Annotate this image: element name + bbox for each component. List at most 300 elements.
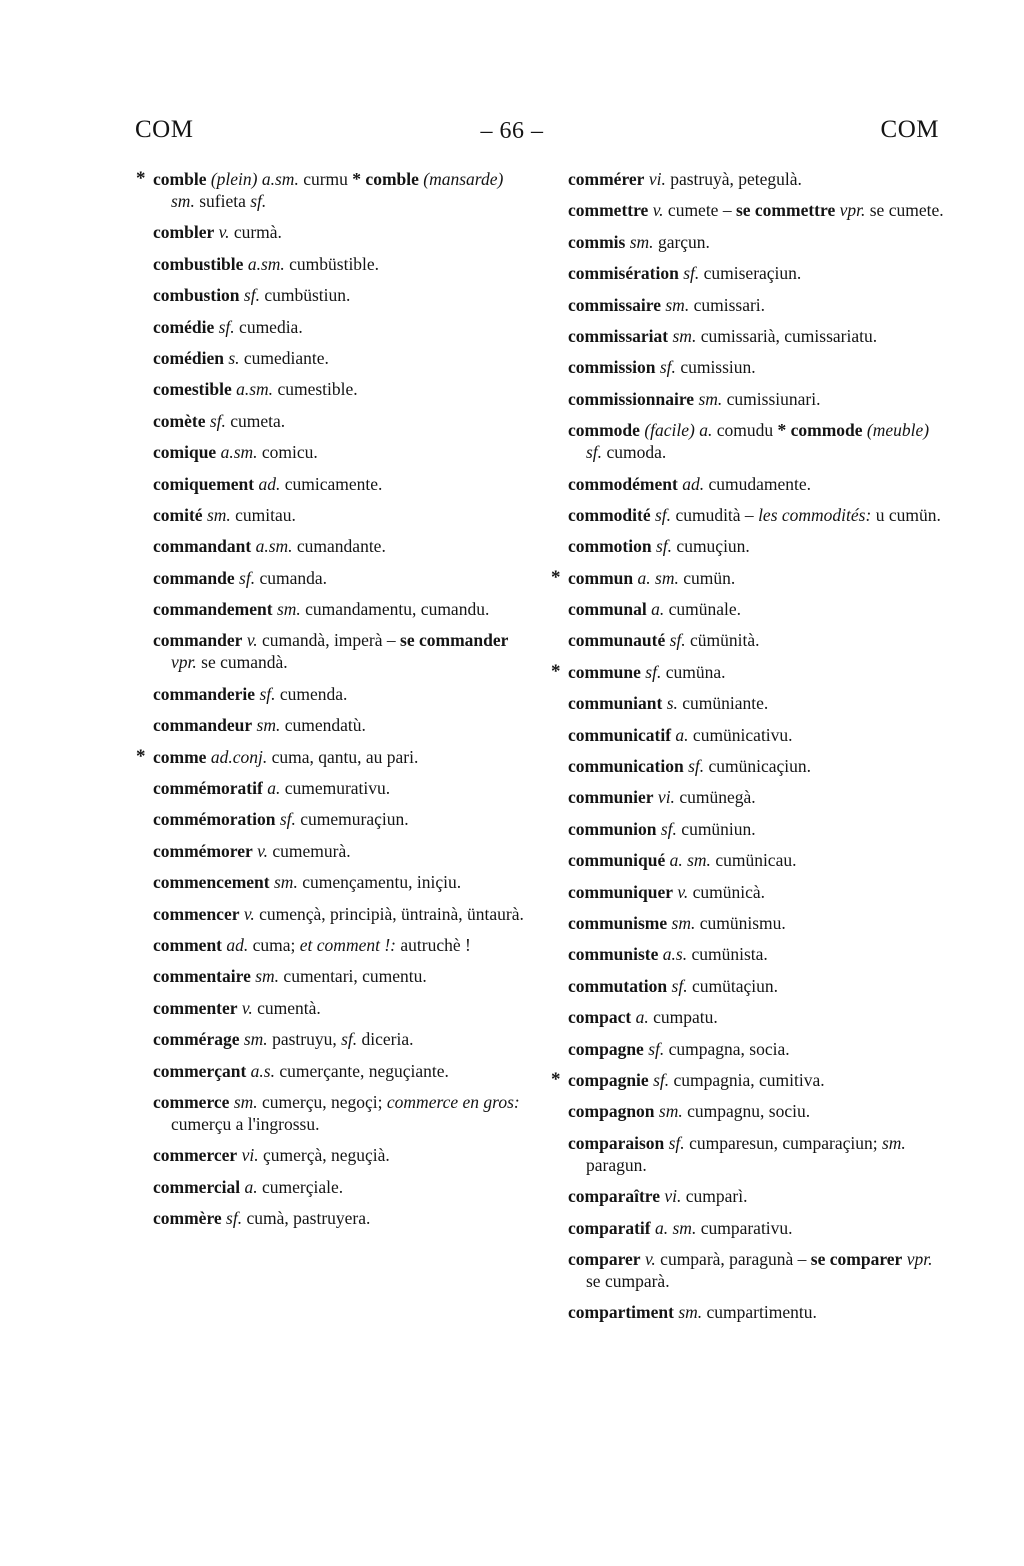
asterisk-marker: *: [551, 1068, 561, 1090]
definition-text: sufieta: [194, 191, 251, 211]
headword: commis: [568, 231, 626, 252]
headword: commémorer: [153, 840, 253, 861]
headword: commérage: [153, 1029, 240, 1050]
definition-text: cumünale.: [664, 599, 742, 620]
grammar-label: v.: [246, 630, 258, 651]
definition-text: cumissiunari.: [722, 388, 821, 409]
grammar-label: les commodités:: [758, 504, 872, 525]
dictionary-entry: [153, 840, 531, 862]
definition-text: çumerçà, neguçià.: [258, 1145, 390, 1166]
dictionary-entry: [153, 253, 531, 275]
definition-text: cümünità.: [685, 630, 760, 651]
definition-text: cumedia.: [234, 316, 303, 337]
grammar-label: sf.: [243, 285, 260, 306]
definition-text: cumà, pastruyera.: [242, 1208, 371, 1229]
grammar-label: a.: [244, 1176, 258, 1197]
headword: comparaison: [568, 1132, 665, 1153]
definition-text: cumissiun.: [675, 357, 756, 378]
dictionary-entry: [568, 504, 946, 526]
definition-text: cumüna.: [661, 661, 726, 682]
grammar-label: ad.: [682, 473, 705, 494]
definition-text: cumendatù.: [280, 715, 366, 736]
dictionary-entry: [136, 168, 531, 212]
definition-text: cumemurà.: [267, 840, 351, 861]
definition-text: cumerçiale.: [257, 1176, 344, 1197]
dictionary-entry: [568, 943, 946, 965]
definition-text: cumandante.: [292, 536, 386, 557]
grammar-label: sm.: [233, 1091, 258, 1112]
dictionary-entry: [153, 598, 531, 620]
dictionary-entry: [153, 1144, 531, 1166]
headword: commencement: [153, 872, 270, 893]
dictionary-entry: [136, 745, 531, 768]
definition-text: cumenda.: [275, 683, 348, 704]
grammar-label: sm.: [671, 912, 696, 933]
dictionary-entry: [153, 997, 531, 1019]
dictionary-entry: [568, 535, 946, 557]
grammar-label: v.: [644, 1248, 656, 1269]
dictionary-entry: [568, 1038, 946, 1060]
grammar-label: a.: [635, 1007, 649, 1028]
grammar-label: sm.: [672, 325, 697, 346]
definition-text: cumentà.: [252, 997, 321, 1018]
definition-text: cumestible.: [273, 379, 358, 400]
headword: compagnon: [568, 1101, 655, 1122]
dictionary-entry: [568, 881, 946, 903]
grammar-label: sm.: [243, 1029, 268, 1050]
grammar-label: ad.: [226, 934, 249, 955]
definition-text: cumpartimentu.: [702, 1302, 817, 1323]
dictionary-entry: [568, 912, 946, 934]
dictionary-entry: [153, 1060, 531, 1082]
headword: commission: [568, 357, 656, 378]
headword: communier: [568, 787, 654, 808]
headword: commanderie: [153, 683, 256, 704]
asterisk-marker: *: [136, 168, 146, 189]
grammar-label: commerce en gros:: [386, 1091, 520, 1112]
definition-text: cuma;: [248, 934, 300, 955]
definition-text: cumünicau.: [710, 850, 797, 871]
dictionary-entry: [153, 567, 531, 589]
definition-text: curmu: [298, 169, 353, 189]
headword: comiquement: [153, 473, 255, 494]
dictionary-entry: [568, 818, 946, 840]
definition-text: cumudità –: [671, 504, 759, 525]
dictionary-entry: [568, 692, 946, 714]
dictionary-entry: [551, 1068, 946, 1091]
headword: comédie: [153, 316, 215, 337]
grammar-label: (mansarde) sm.: [171, 169, 504, 211]
grammar-label: a.sm.: [247, 253, 285, 274]
grammar-label: sf.: [279, 809, 296, 830]
definition-text: cumissari.: [689, 294, 766, 315]
dictionary-entry: [153, 535, 531, 557]
headword: commisération: [568, 263, 679, 284]
definition-text: cumbüstiun.: [259, 285, 351, 306]
headword: commandant: [153, 536, 252, 557]
asterisk-marker: *: [551, 566, 561, 588]
dictionary-entry: [568, 724, 946, 746]
dictionary-entry: [153, 378, 531, 400]
grammar-label: sm.: [658, 1101, 683, 1122]
definition-text: cumandà, imperà –: [257, 630, 401, 651]
definition-text: cumünegà.: [674, 787, 756, 808]
grammar-label: sf.: [209, 410, 226, 431]
grammar-label: v.: [218, 222, 230, 243]
definition-text: cumütaçiun.: [687, 975, 778, 996]
definition-text: cumünicativu.: [688, 724, 793, 745]
headword: commun: [568, 567, 634, 588]
dictionary-entry: [568, 1217, 946, 1239]
definition-text: cumanda.: [255, 567, 328, 588]
dictionary-entry: [153, 1176, 531, 1198]
dictionary-entry: [153, 473, 531, 495]
grammar-label: v.: [652, 200, 664, 221]
definition-text: cumissarià, cumissariatu.: [696, 325, 878, 346]
definition-text: cumete –: [663, 200, 736, 221]
definition-text: cumoda.: [602, 442, 667, 463]
grammar-label: a.sm.: [255, 536, 293, 557]
definition-text: cumicamente.: [280, 473, 383, 494]
dictionary-entry: [568, 294, 946, 316]
dictionary-entry: [568, 598, 946, 620]
running-head-left: COM: [135, 116, 194, 143]
dictionary-entry: [153, 221, 531, 243]
definition-text: cumemurativu.: [280, 778, 391, 799]
headword: comestible: [153, 379, 232, 400]
dictionary-entry: [568, 1248, 946, 1292]
headword: communion: [568, 818, 657, 839]
grammar-label: sf.: [341, 1029, 358, 1050]
headword: se comparer: [810, 1248, 903, 1269]
grammar-label: (plein) a.sm.: [210, 169, 299, 189]
definition-text: cumentari, cumentu.: [279, 966, 427, 987]
headword: commémoration: [153, 809, 276, 830]
headword: communication: [568, 756, 684, 777]
definition-text: cumpatu.: [648, 1007, 718, 1028]
definition-text: cumünismu.: [695, 912, 786, 933]
grammar-label: v.: [243, 903, 255, 924]
definition-text: cumpagnia, cumitiva.: [669, 1069, 825, 1090]
dictionary-entry: [153, 284, 531, 306]
definition-text: paragun.: [586, 1154, 647, 1175]
headword: commodément: [568, 473, 678, 494]
headword: comète: [153, 410, 206, 431]
dictionary-entry: [568, 1185, 946, 1207]
grammar-label: sf.: [655, 536, 673, 557]
headword: commissionnaire: [568, 388, 695, 409]
headword: * commode: [777, 420, 863, 441]
headword: comparaître: [568, 1186, 661, 1207]
headword: commercer: [153, 1145, 238, 1166]
definition-text: cumediante.: [239, 347, 329, 368]
headword: commodité: [568, 504, 651, 525]
dictionary-entry: [568, 1100, 946, 1122]
definition-text: u cumün.: [871, 504, 941, 525]
dictionary-entry: [568, 755, 946, 777]
dictionary-entry: [568, 419, 946, 463]
headword: communiant: [568, 693, 663, 714]
dictionary-entry: [568, 1301, 946, 1323]
grammar-label: sf.: [660, 818, 677, 839]
dictionary-entry: [153, 777, 531, 799]
dictionary-entry: [568, 199, 946, 221]
dictionary-entry: [153, 629, 531, 673]
headword: communal: [568, 599, 647, 620]
grammar-label: sf.: [659, 357, 676, 378]
grammar-label: sm.: [678, 1302, 703, 1323]
headword: commère: [153, 1208, 222, 1229]
grammar-label: sf.: [259, 683, 276, 704]
headword: commissaire: [568, 294, 661, 315]
dictionary-entry: [568, 786, 946, 808]
grammar-label: sm.: [665, 294, 690, 315]
headword: comment: [153, 934, 223, 955]
definition-text: cumuçiun.: [672, 536, 750, 557]
definition-text: pastruyu,: [267, 1029, 342, 1050]
running-head-right: COM: [880, 116, 939, 143]
headword: commutation: [568, 975, 668, 996]
definition-text: diceria.: [357, 1029, 414, 1050]
dictionary-entry: [568, 262, 946, 284]
headword: commencer: [153, 903, 240, 924]
grammar-label: vpr.: [839, 200, 866, 221]
grammar-label: sm.: [206, 504, 231, 525]
grammar-label: ad.conj.: [210, 746, 268, 767]
definition-text: cumüniante.: [677, 693, 769, 714]
definition-text: cumemuraçiun.: [295, 809, 409, 830]
definition-text: cumitau.: [230, 504, 296, 525]
grammar-label: sf.: [239, 567, 256, 588]
grammar-label: vpr.: [171, 652, 197, 673]
headword: commettre: [568, 200, 649, 221]
headword: commissariat: [568, 325, 669, 346]
headword: commerce: [153, 1091, 230, 1112]
dictionary-entry: [153, 441, 531, 463]
left-column: [136, 168, 531, 1239]
headword: communiqué: [568, 850, 666, 871]
definition-text: autruchè !: [396, 934, 471, 955]
definition-text: se cumparà.: [586, 1270, 670, 1291]
grammar-label: sm.: [256, 715, 281, 736]
grammar-label: sf.: [671, 975, 688, 996]
headword: commande: [153, 567, 235, 588]
definition-text: cumerçante, neguçiante.: [274, 1060, 449, 1081]
grammar-label: sm.: [881, 1132, 906, 1153]
dictionary-entry: [568, 231, 946, 253]
headword: compagnie: [568, 1069, 649, 1090]
grammar-label: sf.: [669, 630, 686, 651]
definition-text: cumünista.: [687, 944, 768, 965]
grammar-label: v.: [677, 881, 689, 902]
grammar-label: vi.: [657, 787, 675, 808]
definition-text: cumiseraçiun.: [699, 263, 802, 284]
dictionary-entry: [551, 660, 946, 683]
definition-text: cumençamentu, iniçiu.: [297, 872, 462, 893]
grammar-label: a. sm.: [655, 1217, 697, 1238]
definition-text: pastruyà, petegulà.: [665, 169, 802, 189]
definition-text: cumparì.: [681, 1186, 748, 1207]
headword: commerçant: [153, 1060, 247, 1081]
right-column: [551, 168, 946, 1333]
definition-text: cumünicaçiun.: [704, 756, 812, 777]
grammar-label: sf.: [250, 191, 267, 211]
dictionary-entry: [568, 168, 946, 190]
grammar-label: (facile) a.: [644, 420, 713, 441]
dictionary-entry: [153, 1207, 531, 1229]
dictionary-entry: [153, 316, 531, 338]
grammar-label: sf.: [653, 1069, 670, 1090]
dictionary-entry: [153, 808, 531, 830]
headword: combler: [153, 222, 215, 243]
dictionary-entry: [153, 504, 531, 526]
definition-text: curmà.: [229, 222, 282, 243]
grammar-label: sf.: [655, 504, 672, 525]
headword: se commettre: [735, 200, 836, 221]
headword: communiste: [568, 944, 659, 965]
headword: commenter: [153, 997, 238, 1018]
dictionary-entry: [153, 965, 531, 987]
grammar-label: sf.: [648, 1038, 665, 1059]
definition-text: cumün.: [678, 567, 736, 588]
grammar-label: vpr.: [906, 1248, 933, 1269]
grammar-label: s.: [228, 347, 240, 368]
headword: se commander: [400, 630, 509, 651]
grammar-label: sm.: [255, 966, 280, 987]
grammar-label: a. sm.: [669, 850, 711, 871]
dictionary-entry: [153, 1091, 531, 1135]
definition-text: cumparesun, cumparaçiun;: [684, 1132, 882, 1153]
headword: comme: [153, 746, 207, 767]
page-number: – 66 –: [480, 118, 544, 144]
headword: commentaire: [153, 966, 251, 987]
headword: comité: [153, 504, 203, 525]
headword: communisme: [568, 912, 668, 933]
dictionary-entry: [153, 410, 531, 432]
grammar-label: sf.: [218, 316, 235, 337]
grammar-label: a.s.: [662, 944, 688, 965]
grammar-label: et comment !:: [299, 934, 396, 955]
grammar-label: sf.: [688, 756, 705, 777]
grammar-label: a.: [651, 599, 665, 620]
dictionary-entry: [153, 347, 531, 369]
headword: commémoratif: [153, 778, 263, 799]
definition-text: cumünicà.: [688, 881, 765, 902]
headword: commotion: [568, 536, 652, 557]
headword: commercial: [153, 1176, 241, 1197]
headword: commandeur: [153, 715, 253, 736]
grammar-label: a.s.: [250, 1060, 275, 1081]
dictionary-entry: [153, 683, 531, 705]
dictionary-entry: [568, 1006, 946, 1028]
dictionary-entry: [568, 325, 946, 347]
headword: compact: [568, 1007, 632, 1028]
headword: comédien: [153, 347, 224, 368]
headword: commode: [568, 420, 640, 441]
headword: comparer: [568, 1248, 641, 1269]
headword: communauté: [568, 630, 666, 651]
definition-text: cumudamente.: [704, 473, 811, 494]
definition-text: cumeta.: [225, 410, 286, 431]
definition-text: cumparà, paragunà –: [655, 1248, 811, 1269]
dictionary-entry: [568, 356, 946, 378]
definition-text: cumparativu.: [696, 1217, 793, 1238]
headword: comique: [153, 442, 217, 463]
grammar-label: v.: [257, 840, 268, 861]
definition-text: se cumandà.: [196, 652, 288, 673]
definition-text: cumençà, principià, üntrainà, üntaurà.: [254, 903, 524, 924]
dictionary-entry: [568, 975, 946, 997]
headword: commander: [153, 630, 243, 651]
definition-text: cumerçu, negoçi;: [257, 1091, 387, 1112]
grammar-label: sf.: [645, 661, 662, 682]
grammar-label: sm.: [274, 872, 298, 893]
grammar-label: a.sm.: [220, 442, 258, 463]
definition-text: garçun.: [653, 231, 710, 252]
dictionary-entry: [568, 388, 946, 410]
definition-text: cumpagna, socia.: [664, 1038, 790, 1059]
grammar-label: ad.: [258, 473, 281, 494]
headword: commandement: [153, 599, 273, 620]
grammar-label: v.: [241, 997, 253, 1018]
dictionary-entry: [153, 934, 531, 956]
asterisk-marker: *: [136, 745, 146, 767]
dictionary-entry: [568, 629, 946, 651]
definition-text: comicu.: [257, 442, 318, 463]
grammar-label: a. sm.: [637, 567, 679, 588]
headword: comparatif: [568, 1217, 651, 1238]
headword: communiquer: [568, 881, 673, 902]
definition-text: cumpagnu, sociu.: [682, 1101, 811, 1122]
dictionary-entry: [568, 473, 946, 495]
grammar-label: (meuble) sf.: [586, 420, 930, 463]
dictionary-entry: [153, 871, 531, 893]
definition-text: se cumete.: [865, 200, 944, 221]
asterisk-marker: *: [551, 660, 561, 682]
grammar-label: a.: [675, 724, 689, 745]
definition-text: cumbüstible.: [284, 253, 380, 274]
grammar-label: sf.: [668, 1132, 685, 1153]
headword: compagne: [568, 1038, 644, 1059]
dictionary-entry: [153, 714, 531, 736]
headword: combustible: [153, 253, 244, 274]
definition-text: cuma, qantu, au pari.: [267, 746, 419, 767]
headword: commérer: [568, 169, 645, 189]
grammar-label: vi.: [664, 1186, 682, 1207]
dictionary-entry: [153, 1028, 531, 1050]
grammar-label: vi.: [241, 1145, 259, 1166]
grammar-label: sm.: [698, 388, 723, 409]
headword: * comble: [352, 169, 419, 189]
grammar-label: s.: [666, 693, 678, 714]
dictionary-entry: [153, 903, 531, 925]
dictionary-entry: [568, 849, 946, 871]
headword: compartiment: [568, 1302, 674, 1323]
grammar-label: sm.: [276, 599, 301, 620]
headword: comble: [153, 169, 207, 189]
headword: combustion: [153, 285, 240, 306]
grammar-label: a.: [267, 778, 281, 799]
definition-text: cumandamentu, cumandu.: [300, 599, 490, 620]
grammar-label: sf.: [226, 1208, 243, 1229]
definition-text: cumüniun.: [676, 818, 756, 839]
headword: commune: [568, 661, 641, 682]
headword: communicatif: [568, 724, 672, 745]
grammar-label: sf.: [683, 263, 700, 284]
definition-text: comudu: [712, 420, 778, 441]
grammar-label: vi.: [648, 169, 666, 189]
definition-text: cumerçu a l'ingrossu.: [171, 1113, 320, 1134]
